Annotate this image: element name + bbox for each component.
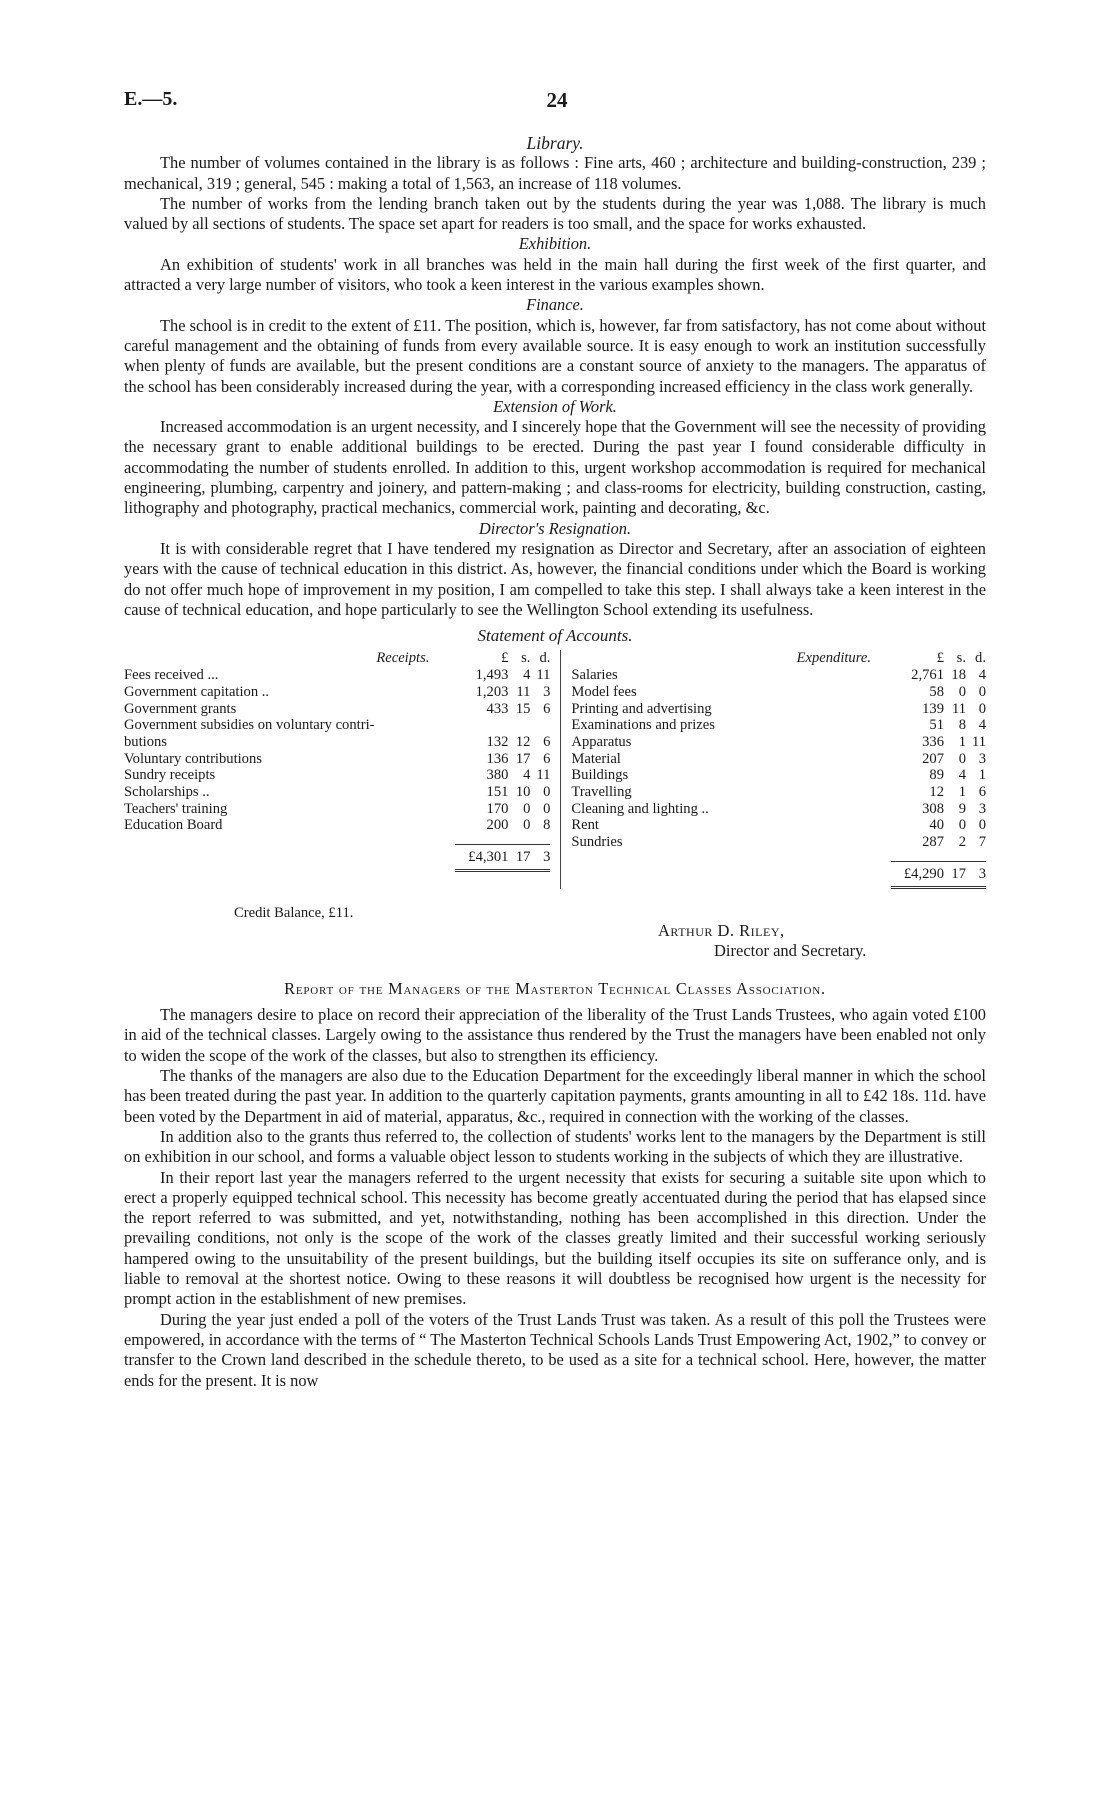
amount-shillings: 1	[958, 733, 966, 750]
amount-pence: 4	[978, 667, 986, 684]
receipts-column	[124, 650, 560, 888]
account-label: Printing and advertising	[571, 700, 712, 717]
account-label: butions	[124, 733, 167, 750]
amount-pence: 0	[978, 683, 986, 700]
account-label: Sundry receipts	[124, 767, 216, 784]
amount-shillings: 4	[523, 667, 531, 684]
amount-pence: 11	[536, 667, 551, 684]
amount-shillings: 4	[523, 767, 531, 784]
expenditure-rows	[571, 667, 986, 851]
amount-shillings: 0	[958, 750, 966, 767]
col-pounds: £	[936, 650, 944, 667]
paragraph: The managers desire to place on record their appreciation of the liberality of the Trust Lands Trustees, who again voted £100 in aid of the technical classes. Largely owing to the assistance thus rendered by the Trust the managers have been enabled not only to widen the scope of the work of the classes, but also to strengthen its efficiency.	[124, 1005, 986, 1065]
paragraph: The number of volumes contained in the library is as follows : Fine arts, 460 ; architecture and building-construction, 239 ; mechanical, 319 ; general, 545 : making a total of 1,563, an increase of 118 volumes.	[124, 153, 986, 193]
amount-shillings: 8	[958, 717, 966, 734]
receipts-rows	[124, 667, 550, 834]
account-label: Rent	[571, 817, 599, 834]
paragraph: The number of works from the lending branch taken out by the students during the year was 1,088. The library is much valued by all sections of students. The space set apart for readers is too small, and the space for works exhausted.	[124, 193, 986, 234]
credit-balance: Credit Balance, £11.	[234, 904, 354, 921]
account-label: Examinations and prizes	[571, 717, 715, 734]
account-row	[124, 667, 550, 684]
expenditure-heading: Expenditure.	[796, 650, 871, 667]
page-number: 24	[546, 88, 568, 112]
account-row	[571, 667, 986, 684]
account-label: Voluntary contributions	[124, 750, 262, 767]
account-row	[124, 817, 550, 834]
account-label: Scholarships ..	[124, 784, 210, 801]
account-row	[571, 834, 986, 851]
account-row	[571, 817, 986, 834]
amount-pence: 4	[978, 717, 986, 734]
statement-of-accounts	[124, 650, 986, 888]
amount-pence: 0	[543, 784, 551, 801]
amount-pounds: 380	[486, 767, 509, 784]
account-row	[571, 784, 986, 801]
account-label: Government grants	[124, 700, 237, 717]
account-label: Material	[571, 750, 621, 767]
amount-pence: 6	[543, 733, 551, 750]
amount-shillings: 12	[515, 733, 531, 750]
total-pence: 3	[543, 849, 551, 866]
signature-title: Director and Secretary.	[714, 940, 867, 960]
amount-pounds: 89	[929, 767, 944, 784]
accounts-title: Statement of Accounts.	[477, 626, 633, 646]
account-label: Apparatus	[571, 733, 632, 750]
total-pounds: £4,290	[903, 865, 944, 882]
section-heading-extension: Extension of Work.	[493, 396, 617, 416]
amount-pounds: 170	[486, 800, 509, 817]
amount-shillings: 2	[958, 834, 966, 851]
account-label: Fees received ...	[124, 667, 219, 684]
amount-pounds: 40	[929, 817, 944, 834]
amount-pence: 3	[543, 683, 551, 700]
amount-pence: 0	[978, 700, 986, 717]
account-label: Model fees	[571, 683, 637, 700]
amount-pence: 7	[978, 834, 986, 851]
account-row	[571, 734, 986, 751]
account-row	[124, 801, 550, 818]
expenditure-header	[571, 650, 986, 667]
report-title: Report of the Managers of the Masterton Technical Classes Association.	[284, 978, 826, 998]
amount-pounds: 287	[922, 834, 944, 851]
amount-pounds: 58	[929, 683, 944, 700]
total-pounds: £4,301	[468, 849, 509, 866]
amount-shillings: 18	[951, 667, 966, 684]
account-label: Government subsidies on voluntary contri-	[124, 717, 375, 734]
amount-shillings: 1	[958, 784, 966, 801]
amount-shillings: 11	[516, 683, 531, 700]
col-shillings: s.	[956, 650, 966, 667]
account-label: Government capitation ..	[124, 683, 270, 700]
amount-pounds: 308	[922, 800, 944, 817]
amount-pounds: 12	[929, 784, 944, 801]
amount-pounds: 1,493	[475, 667, 509, 684]
amount-pounds: 207	[922, 750, 944, 767]
paragraph: It is with considerable regret that I have tendered my resignation as Director and Secretary, after an association of eighteen years with the cause of technical education in this district. As, however, the financial conditions under which the Board is working do not offer much hope of improvement in my position, I am compelled to take this step. I shall always take a keen interest in the cause of technical education, and hope particularly to see the Wellington School extending its usefulness.	[124, 538, 986, 619]
amount-pence: 3	[978, 800, 986, 817]
account-row	[571, 701, 986, 718]
amount-pounds: 200	[486, 817, 509, 834]
receipts-header	[124, 650, 550, 667]
amount-shillings: 0	[958, 683, 966, 700]
account-label: Buildings	[571, 767, 629, 784]
paragraph: The thanks of the managers are also due to the Education Department for the exceedingly liberal manner in which the school has been treated during the past year. In addition to the quarterly capitation payments, grants amounting in all to £42 18s. 11d. have been voted by the Department in aid of material, apparatus, &c., required in connection with the working of the classes.	[124, 1066, 986, 1126]
amount-pence: 1	[978, 767, 986, 784]
total-pence: 3	[978, 865, 986, 882]
account-row	[124, 734, 550, 751]
expenditure-total-row	[571, 861, 986, 889]
amount-shillings: 17	[515, 750, 531, 767]
amount-pence: 3	[978, 750, 986, 767]
account-row	[124, 751, 550, 768]
account-row	[571, 751, 986, 768]
amount-pence: 0	[543, 800, 551, 817]
amount-pounds: 2,761	[911, 667, 944, 684]
paragraph: In their report last year the managers referred to the urgent necessity that exists for securing a suitable site upon which to erect a properly equipped technical school. This necessity has become greatly accentuated during the period that has elapsed since the report referred to was submitted, and yet, notwithstanding, nothing has been accomplished in this direction. Under the prevailing conditions, not only is the scope of the work of the classes greatly limited and their successful working seriously hampered owing to the unsuitability of the present buildings, but the building itself occupies its site on sufferance only, and is liable to removal at the shortest notice. Owing to these reasons it will doubtless be recognised how urgent is the necessity for prompt action in the establishment of new premises.	[124, 1167, 986, 1309]
receipts-heading: Receipts.	[376, 650, 430, 667]
amount-pence: 6	[978, 784, 986, 801]
col-pence: d.	[975, 650, 986, 667]
amount-pounds: 336	[922, 733, 944, 750]
paragraph: During the year just ended a poll of the voters of the Trust Lands Trust was taken. As a result of this poll the Trustees were empowered, in accordance with the terms of “ The Masterton Technical Schools Lands Trust Empowering Act, 1902,” to convey or transfer to the Crown land described in the schedule thereto, to be used as a site for a technical school. Here, however, the matter ends for the present. It is now	[124, 1309, 986, 1390]
account-row	[124, 784, 550, 801]
amount-pence: 0	[978, 817, 986, 834]
amount-pounds: 151	[486, 784, 509, 801]
account-label: Teachers' training	[124, 800, 228, 817]
amount-pence: 6	[543, 700, 551, 717]
amount-pence: 6	[543, 750, 551, 767]
amount-pounds: 132	[486, 733, 509, 750]
paragraph: The school is in credit to the extent of £11. The position, which is, however, far from satisfactory, has not come about without careful management and the obtaining of funds from every available source. It is easy enough to work an institution successfully when plenty of funds are available, but the present conditions are a constant source of anxiety to the managers. The apparatus of the school has been considerably increased during the year, with a corresponding increased efficiency in the class work generally.	[124, 315, 986, 396]
account-label: Cleaning and lighting ..	[571, 800, 709, 817]
amount-pounds: 51	[929, 717, 944, 734]
col-shillings: s.	[521, 650, 531, 667]
paragraph: In addition also to the grants thus referred to, the collection of students' works lent to the managers by the Department is still on exhibition in our school, and forms a valuable object lesson to students working in the subjects of which they are illustrative.	[124, 1126, 986, 1167]
amount-shillings: 0	[958, 817, 966, 834]
account-row	[124, 684, 550, 701]
amount-pounds: 433	[486, 700, 509, 717]
total-shillings: 17	[515, 849, 531, 866]
account-label: Salaries	[571, 667, 618, 684]
amount-pounds: 1,203	[475, 683, 509, 700]
account-row	[571, 684, 986, 701]
col-pence: d.	[539, 650, 551, 667]
amount-shillings: 10	[515, 784, 531, 801]
total-shillings: 17	[951, 865, 966, 882]
amount-shillings: 9	[958, 800, 966, 817]
section-heading-finance: Finance.	[526, 295, 584, 315]
amount-shillings: 4	[958, 767, 966, 784]
account-row	[571, 801, 986, 818]
expenditure-column	[560, 650, 986, 888]
section-heading-exhibition: Exhibition.	[518, 234, 592, 254]
account-label: Sundries	[571, 834, 623, 851]
signature-block	[658, 921, 986, 961]
section-heading-library: Library.	[526, 133, 584, 153]
document-body	[124, 133, 986, 1391]
account-row	[124, 717, 550, 734]
account-row	[124, 767, 550, 784]
amount-shillings: 11	[951, 700, 966, 717]
paragraph: An exhibition of students' work in all branches was held in the main hall during the first week of the first quarter, and attracted a very large number of visitors, who took a keen interest in the various examples shown.	[124, 254, 986, 295]
amount-pence: 11	[971, 733, 986, 750]
document-reference: E.—5.	[124, 88, 178, 110]
account-label: Travelling	[571, 784, 632, 801]
amount-shillings: 0	[523, 800, 531, 817]
account-row	[571, 767, 986, 784]
paragraph: Increased accommodation is an urgent necessity, and I sincerely hope that the Government will see the necessity of providing the necessary grant to enable additional buildings to be erected. During the past year I found considerable difficulty in accommodating the number of students enrolled. In addition to this, urgent workshop accommodation is required for mechanical engineering, plumbing, carpentry and joinery, and pattern-making ; and class-rooms for electricity, building construction, casting, lithography and photography, practical mechanics, commercial work, painting and decorating, &c.	[124, 417, 986, 518]
signature-name: Arthur D. Riley,	[658, 920, 785, 940]
amount-shillings: 15	[515, 700, 531, 717]
amount-pounds: 136	[486, 750, 509, 767]
account-label: Education Board	[124, 817, 223, 834]
col-pounds: £	[501, 650, 509, 667]
section-heading-resignation: Director's Resignation.	[478, 518, 632, 538]
account-row	[571, 717, 986, 734]
amount-pence: 11	[536, 767, 551, 784]
account-row	[124, 701, 550, 718]
amount-pence: 8	[543, 817, 551, 834]
amount-shillings: 0	[523, 817, 531, 834]
amount-pounds: 139	[922, 700, 944, 717]
receipts-total-row	[124, 844, 550, 872]
